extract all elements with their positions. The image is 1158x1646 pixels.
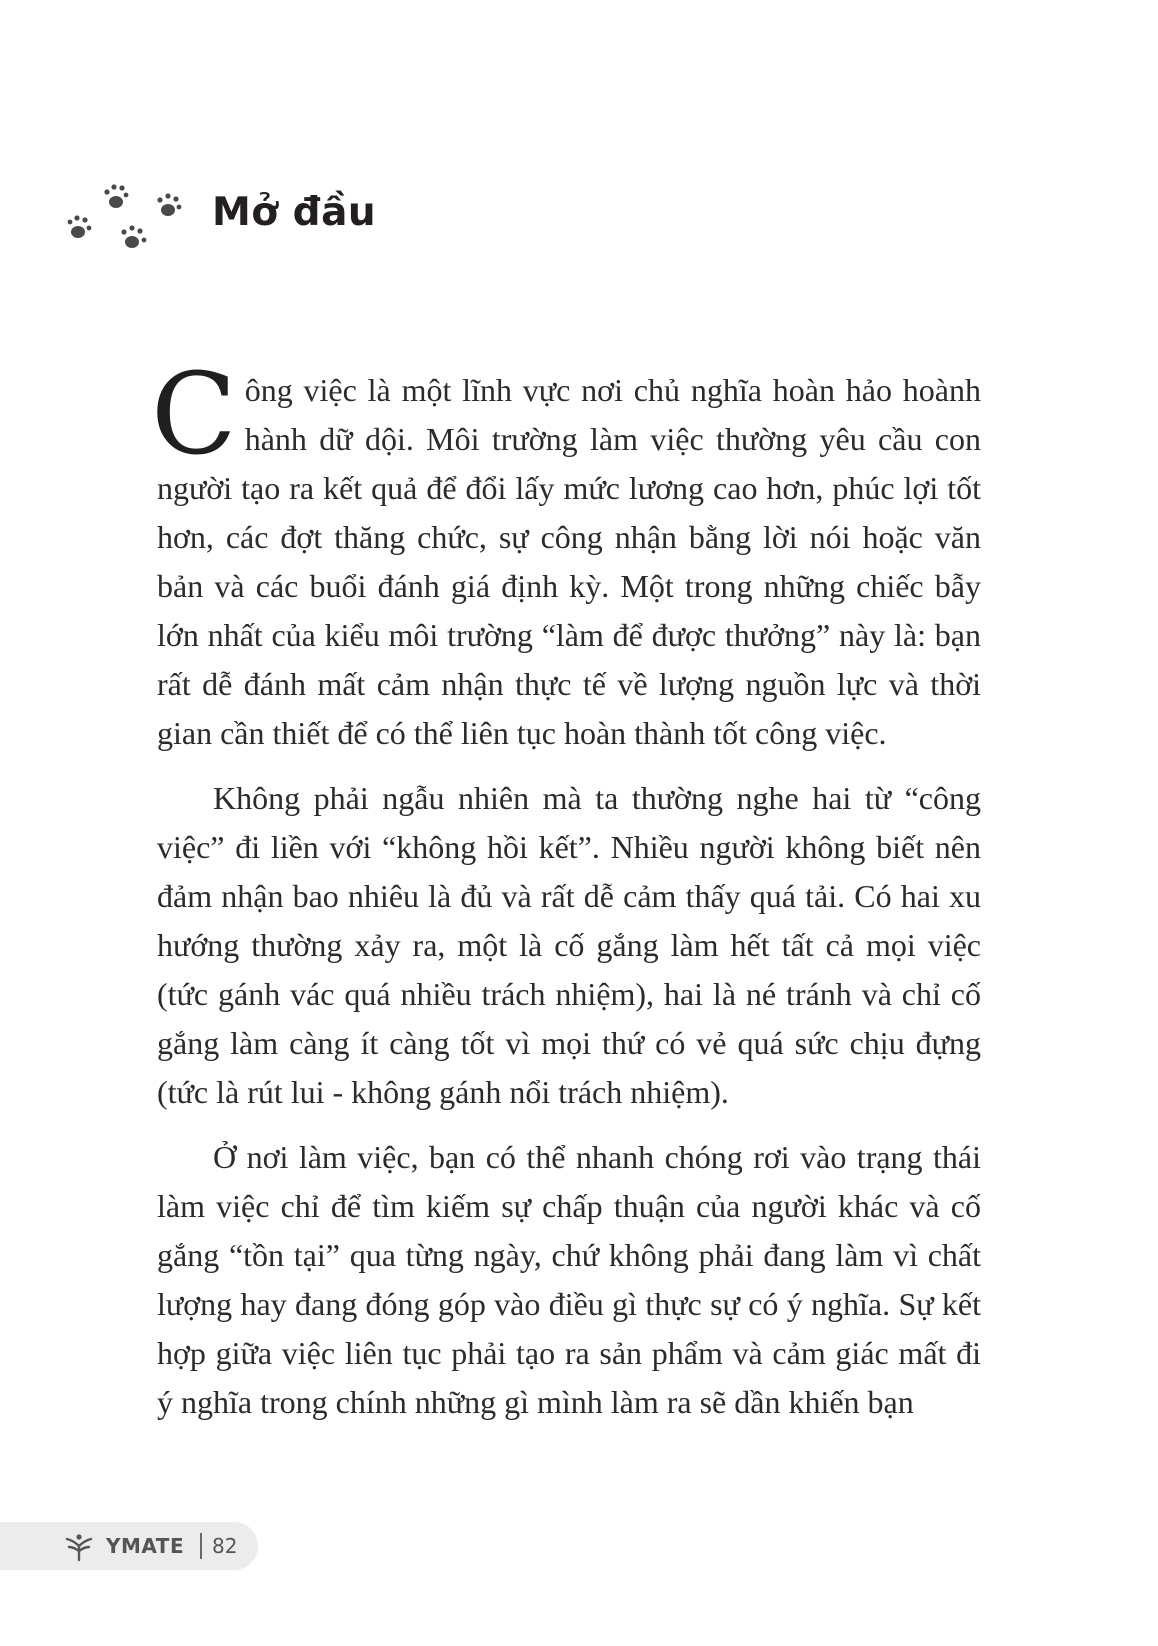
- page-number: 82: [212, 1534, 238, 1558]
- paragraph-1-text: ông việc là một lĩnh vực nơi chủ nghĩa hoàn hảo hoành hành dữ dội. Môi trường làm việc thường yêu cầu con người tạo ra kết quả để đổi lấy mức lương cao hơn, phúc lợi tốt hơn, các đợt thăng chức, sự công nhận bằng lời nói hoặc văn bản và các buổi đánh giá định kỳ. Một trong những chiếc bẫy lớn nhất của kiểu môi trường “làm để được thưởng” này là: bạn rất dễ đánh mất cảm nhận thực tế về lượng nguồn lực và thời gian cần thiết để có thể liên tục hoàn thành tốt công việc.: [157, 372, 981, 751]
- footer-divider: [200, 1533, 202, 1559]
- paragraph-2: Không phải ngẫu nhiên mà ta thường nghe hai từ “công việc” đi liền với “không hồi kết”. Nhiều người không biết nên đảm nhận bao nhiêu là đủ và rất dễ cảm thấy quá tải. Có hai xu hướng thường xảy ra, một là cố gắng làm hết tất cả mọi việc (tức gánh vác quá nhiều trách nhiệm), hai là né tránh và chỉ cố gắng làm càng ít càng tốt vì mọi thứ có vẻ quá sức chịu đựng (tức là rút lui - không gánh nổi trách nhiệm).: [157, 780, 981, 1110]
- chapter-title: Mở đầu: [212, 190, 377, 235]
- chapter-header: [64, 180, 484, 280]
- paragraph-3: Ở nơi làm việc, bạn có thể nhanh chóng rơi vào trạng thái làm việc chỉ để tìm kiếm sự chấp thuận của người khác và cố gắng “tồn tại” qua từng ngày, chứ không phải đang làm vì chất lượng hay đang đóng góp vào điều gì thực sự có ý nghĩa. Sự kết hợp giữa việc liên tục phải tạo ra sản phẩm và cảm giác mất đi ý nghĩa trong chính những gì mình làm ra sẽ dần khiến bạn: [157, 1139, 981, 1420]
- brand-name: YMATE: [106, 1534, 185, 1558]
- paw-prints-icon: [64, 180, 194, 270]
- ymate-logo-icon: [64, 1532, 94, 1562]
- paragraph-1: [151, 350, 981, 758]
- body-text: [151, 350, 981, 1443]
- page-footer: [0, 1522, 258, 1570]
- drop-cap: C: [151, 350, 237, 480]
